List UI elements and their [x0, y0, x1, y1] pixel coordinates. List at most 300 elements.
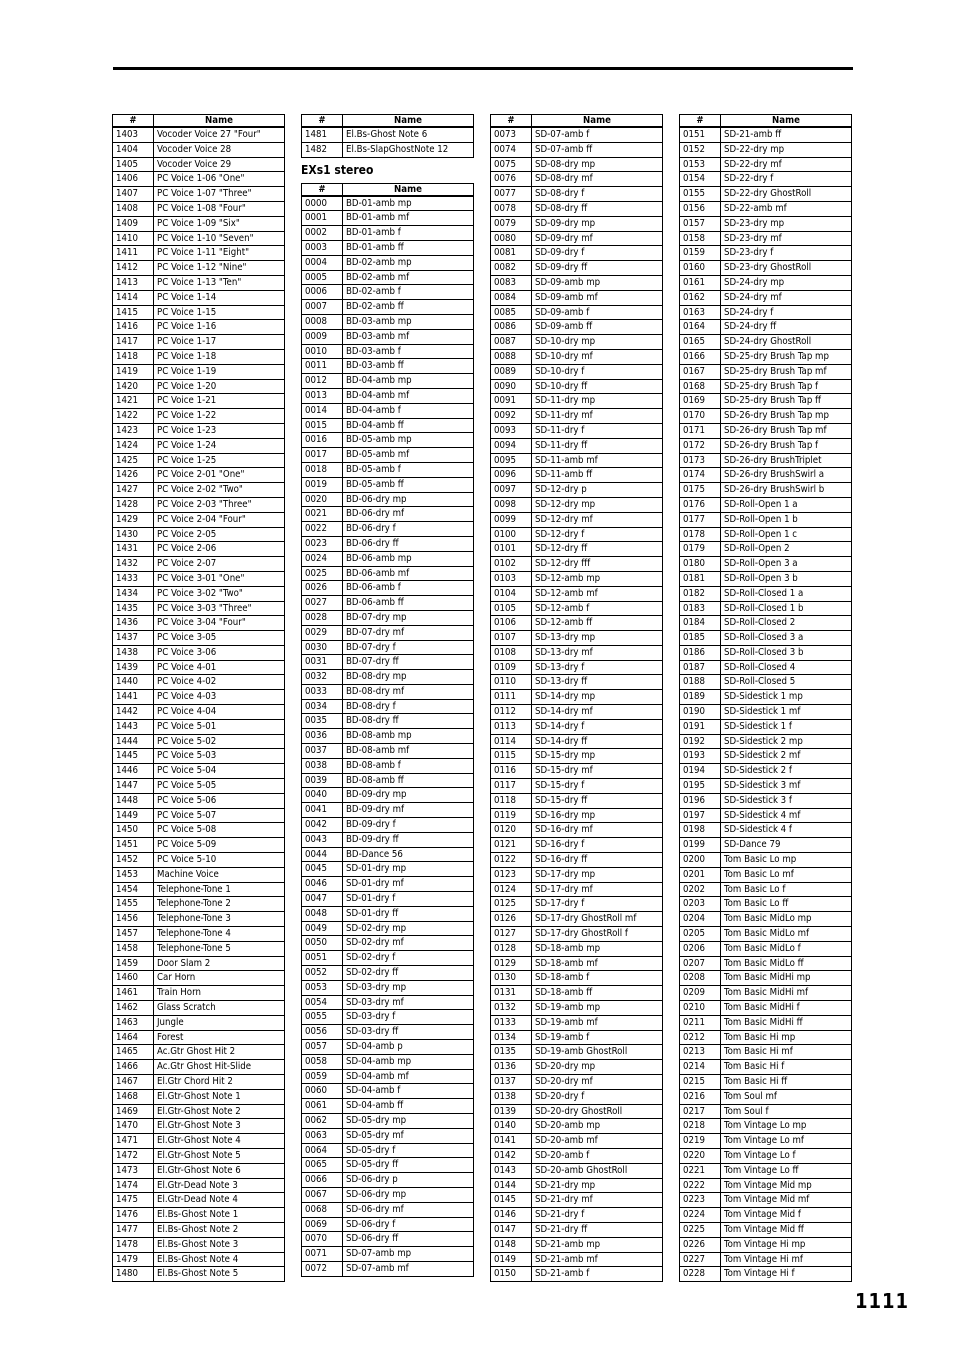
entry-name: Forest	[154, 1030, 285, 1045]
table-row	[680, 764, 852, 779]
entry-name: PC Voice 1-19	[154, 364, 285, 379]
table-row	[113, 157, 285, 172]
entry-name: SD-18-amb f	[532, 971, 663, 986]
table-row	[113, 305, 285, 320]
entry-number: 0188	[680, 675, 721, 690]
entry-name: SD-12-dry mp	[532, 497, 663, 512]
entry-name: SD-12-amb mp	[532, 571, 663, 586]
table-row	[113, 838, 285, 853]
entry-name: SD-13-dry mf	[532, 645, 663, 660]
entry-number: 0110	[491, 675, 532, 690]
entry-number: 0011	[302, 359, 343, 374]
table-row	[680, 557, 852, 572]
entry-name: SD-26-dry Brush Tap f	[721, 438, 852, 453]
entry-number: 0101	[491, 542, 532, 557]
entry-name: BD-Dance 56	[343, 847, 474, 862]
table-row	[302, 832, 474, 847]
entry-name: Tom Vintage Lo f	[721, 1148, 852, 1163]
entry-number: 1477	[113, 1222, 154, 1237]
table-row	[302, 1010, 474, 1025]
entry-number: 1450	[113, 823, 154, 838]
entry-number: 0054	[302, 995, 343, 1010]
entry-number: 1431	[113, 542, 154, 557]
entry-number: 0169	[680, 394, 721, 409]
table-row	[680, 660, 852, 675]
table-row	[113, 631, 285, 646]
table-row	[113, 971, 285, 986]
table-row	[113, 897, 285, 912]
table-row	[491, 601, 663, 616]
entry-name: Machine Voice	[154, 867, 285, 882]
table-row	[302, 1143, 474, 1158]
entry-name: SD-21-dry mf	[532, 1193, 663, 1208]
entry-name: SD-20-dry mp	[532, 1060, 663, 1075]
col-header-name: Name	[154, 115, 285, 128]
table-row	[491, 335, 663, 350]
entry-name: SD-18-amb mf	[532, 956, 663, 971]
entry-number: 0191	[680, 719, 721, 734]
table-row	[113, 127, 285, 142]
entry-number: 0032	[302, 670, 343, 685]
table-row	[491, 1089, 663, 1104]
table-row	[113, 601, 285, 616]
entry-number: 0079	[491, 216, 532, 231]
entry-number: 0228	[680, 1267, 721, 1282]
entry-name: SD-04-amb mp	[343, 1054, 474, 1069]
entry-name: BD-09-dry mf	[343, 803, 474, 818]
entry-name: Tom Basic MidLo f	[721, 941, 852, 956]
entry-name: SD-11-dry mp	[532, 394, 663, 409]
table-row	[491, 764, 663, 779]
table-row	[113, 1030, 285, 1045]
table-row	[302, 1187, 474, 1202]
table-row	[491, 882, 663, 897]
entry-name: BD-04-amb mf	[343, 388, 474, 403]
entry-name: SD-Roll-Open 3 a	[721, 557, 852, 572]
table-row	[302, 684, 474, 699]
entry-name: BD-02-amb mf	[343, 270, 474, 285]
entry-name: SD-24-dry mf	[721, 290, 852, 305]
table-row	[491, 483, 663, 498]
entry-number: 0031	[302, 655, 343, 670]
entry-number: 1468	[113, 1089, 154, 1104]
table-row	[113, 246, 285, 261]
table-row	[491, 912, 663, 927]
table-row	[113, 1193, 285, 1208]
entry-name: SD-01-dry mp	[343, 862, 474, 877]
entry-name: Tom Basic Lo ff	[721, 897, 852, 912]
entry-name: SD-06-dry f	[343, 1217, 474, 1232]
entry-name: Tom Basic Lo mp	[721, 853, 852, 868]
entry-name: SD-19-amb f	[532, 1030, 663, 1045]
table-row	[680, 956, 852, 971]
entry-name: PC Voice 2-04 "Four"	[154, 512, 285, 527]
entry-number: 0105	[491, 601, 532, 616]
table-row	[680, 290, 852, 305]
entry-number: 1434	[113, 586, 154, 601]
entry-number: 0096	[491, 468, 532, 483]
entry-number: 0017	[302, 448, 343, 463]
table-row	[302, 1202, 474, 1217]
entry-number: 1470	[113, 1119, 154, 1134]
entry-name: Ac.Gtr Ghost Hit-Slide	[154, 1060, 285, 1075]
table-row	[302, 403, 474, 418]
table-row	[302, 921, 474, 936]
entry-name: SD-24-dry ff	[721, 320, 852, 335]
table-row	[302, 285, 474, 300]
table-row	[113, 956, 285, 971]
col-header-name: Name	[532, 115, 663, 128]
entry-name: Tom Basic MidHi mp	[721, 971, 852, 986]
entry-name: BD-08-dry f	[343, 699, 474, 714]
entry-name: SD-Roll-Open 1 c	[721, 527, 852, 542]
entry-name: SD-Roll-Open 2	[721, 542, 852, 557]
entry-name: SD-24-dry GhostRoll	[721, 335, 852, 350]
entry-number: 1480	[113, 1267, 154, 1282]
table-row	[491, 956, 663, 971]
entry-number: 1461	[113, 986, 154, 1001]
entry-number: 1469	[113, 1104, 154, 1119]
entry-number: 0102	[491, 557, 532, 572]
table-row	[302, 142, 474, 157]
col-header-num: #	[680, 115, 721, 128]
entry-number: 0146	[491, 1208, 532, 1223]
table-row	[302, 655, 474, 670]
entry-number: 0222	[680, 1178, 721, 1193]
table-row	[113, 764, 285, 779]
entry-name: BD-08-amb f	[343, 758, 474, 773]
entry-number: 1454	[113, 882, 154, 897]
table-row	[113, 941, 285, 956]
entry-number: 1447	[113, 779, 154, 794]
entry-name: PC Voice 1-20	[154, 379, 285, 394]
table-row	[680, 631, 852, 646]
entry-number: 1481	[302, 127, 343, 142]
entry-name: PC Voice 1-12 "Nine"	[154, 261, 285, 276]
entry-name: SD-02-dry ff	[343, 966, 474, 981]
entry-number: 0121	[491, 838, 532, 853]
entry-name: Tom Basic Lo f	[721, 882, 852, 897]
table-row	[680, 1104, 852, 1119]
table-row	[680, 201, 852, 216]
entry-name: SD-25-dry Brush Tap mp	[721, 349, 852, 364]
entry-name: SD-09-amb f	[532, 305, 663, 320]
table-row	[680, 897, 852, 912]
entry-number: 0183	[680, 601, 721, 616]
table-row	[113, 335, 285, 350]
entry-number: 0050	[302, 936, 343, 951]
entry-name: PC Voice 3-05	[154, 631, 285, 646]
entry-number: 0107	[491, 631, 532, 646]
table-row	[113, 734, 285, 749]
entry-number: 1406	[113, 172, 154, 187]
entry-name: SD-12-dry p	[532, 483, 663, 498]
entry-number: 0044	[302, 847, 343, 862]
table-row	[302, 1158, 474, 1173]
entry-name: SD-09-amb ff	[532, 320, 663, 335]
entry-number: 0052	[302, 966, 343, 981]
table-row	[491, 187, 663, 202]
entry-number: 0212	[680, 1030, 721, 1045]
entry-name: SD-03-dry mf	[343, 995, 474, 1010]
entry-number: 0041	[302, 803, 343, 818]
col-header-num: #	[302, 115, 343, 128]
entry-name: SD-21-dry ff	[532, 1222, 663, 1237]
entry-name: SD-08-dry mp	[532, 157, 663, 172]
table-row	[680, 364, 852, 379]
table-row	[113, 542, 285, 557]
entry-number: 1422	[113, 409, 154, 424]
table-row	[302, 847, 474, 862]
entry-name: BD-04-amb ff	[343, 418, 474, 433]
table-row	[302, 329, 474, 344]
table-row	[302, 936, 474, 951]
table-row	[491, 261, 663, 276]
table-row	[680, 231, 852, 246]
entry-number: 0103	[491, 571, 532, 586]
table-row	[491, 808, 663, 823]
entry-name: SD-06-dry p	[343, 1173, 474, 1188]
entry-name: SD-10-dry mp	[532, 335, 663, 350]
entry-number: 0215	[680, 1075, 721, 1090]
entry-number: 1460	[113, 971, 154, 986]
entry-name: BD-09-dry f	[343, 818, 474, 833]
entry-number: 1449	[113, 808, 154, 823]
entry-name: Car Horn	[154, 971, 285, 986]
entry-number: 0211	[680, 1015, 721, 1030]
table-row	[680, 1237, 852, 1252]
table-row	[491, 127, 663, 142]
table-row	[491, 438, 663, 453]
entry-name: SD-02-dry f	[343, 951, 474, 966]
table-row	[113, 557, 285, 572]
table-row	[491, 660, 663, 675]
entry-number: 0159	[680, 246, 721, 261]
entry-number: 0143	[491, 1163, 532, 1178]
entry-number: 0173	[680, 453, 721, 468]
entry-number: 0073	[491, 127, 532, 142]
entry-name: SD-Sidestick 1 mf	[721, 705, 852, 720]
entry-number: 0180	[680, 557, 721, 572]
entry-name: SD-20-amb mp	[532, 1119, 663, 1134]
entry-number: 0189	[680, 690, 721, 705]
entry-number: 1436	[113, 616, 154, 631]
entry-number: 0122	[491, 853, 532, 868]
table-row	[302, 196, 474, 211]
entry-number: 0021	[302, 507, 343, 522]
entry-number: 1427	[113, 483, 154, 498]
table-row	[491, 1045, 663, 1060]
entry-name: SD-26-dry Brush Tap mp	[721, 409, 852, 424]
table-row	[302, 270, 474, 285]
entry-name: El.Gtr-Ghost Note 3	[154, 1119, 285, 1134]
entry-name: SD-20-amb f	[532, 1148, 663, 1163]
entry-name: PC Voice 1-24	[154, 438, 285, 453]
entry-name: SD-20-amb GhostRoll	[532, 1163, 663, 1178]
entry-name: BD-05-amb mf	[343, 448, 474, 463]
table-row	[302, 670, 474, 685]
entry-number: 0109	[491, 660, 532, 675]
entry-name: SD-Sidestick 4 f	[721, 823, 852, 838]
entry-number: 0123	[491, 867, 532, 882]
column-1	[112, 114, 285, 1282]
entry-name: SD-17-dry mf	[532, 882, 663, 897]
entry-number: 0185	[680, 631, 721, 646]
entry-name: Tom Basic MidHi mf	[721, 986, 852, 1001]
table-row	[302, 788, 474, 803]
entry-number: 0081	[491, 246, 532, 261]
entry-name: SD-12-dry ff	[532, 542, 663, 557]
entry-name: SD-06-dry mf	[343, 1202, 474, 1217]
table-row	[680, 1089, 852, 1104]
table-row	[302, 1173, 474, 1188]
col-header-num: #	[113, 115, 154, 128]
entry-number: 0008	[302, 314, 343, 329]
entry-name: SD-21-amb mp	[532, 1237, 663, 1252]
table-row	[680, 690, 852, 705]
entry-name: BD-07-dry mf	[343, 625, 474, 640]
table-row	[302, 1025, 474, 1040]
entry-name: SD-20-dry GhostRoll	[532, 1104, 663, 1119]
entry-name: Tom Vintage Lo ff	[721, 1163, 852, 1178]
table-row	[680, 453, 852, 468]
entry-number: 0080	[491, 231, 532, 246]
entry-name: BD-04-amb f	[343, 403, 474, 418]
entry-number: 0087	[491, 335, 532, 350]
table-row	[680, 586, 852, 601]
table-row	[680, 867, 852, 882]
entry-number: 0163	[680, 305, 721, 320]
table-row	[113, 808, 285, 823]
table-row	[680, 1030, 852, 1045]
entry-name: BD-05-amb f	[343, 462, 474, 477]
entry-number: 1441	[113, 690, 154, 705]
table-row	[113, 586, 285, 601]
entry-name: SD-24-dry mp	[721, 275, 852, 290]
entry-name: BD-08-amb mp	[343, 729, 474, 744]
table-row	[113, 409, 285, 424]
table-row	[680, 1075, 852, 1090]
entry-number: 0046	[302, 877, 343, 892]
entry-name: SD-17-dry GhostRoll f	[532, 927, 663, 942]
table-row	[491, 793, 663, 808]
entry-name: SD-26-dry BrushSwirl b	[721, 483, 852, 498]
table-row	[113, 438, 285, 453]
entry-name: Telephone-Tone 5	[154, 941, 285, 956]
entry-number: 1446	[113, 764, 154, 779]
entry-number: 0115	[491, 749, 532, 764]
entry-name: SD-14-dry ff	[532, 734, 663, 749]
entry-name: Telephone-Tone 3	[154, 912, 285, 927]
entry-name: Tom Vintage Mid ff	[721, 1222, 852, 1237]
entry-name: Tom Soul f	[721, 1104, 852, 1119]
table-row	[113, 1237, 285, 1252]
table-row	[302, 892, 474, 907]
entry-number: 1467	[113, 1075, 154, 1090]
entry-name: BD-06-dry ff	[343, 536, 474, 551]
entry-name: PC Voice 4-02	[154, 675, 285, 690]
table-row	[491, 275, 663, 290]
entry-name: PC Voice 5-10	[154, 853, 285, 868]
table-row	[491, 1267, 663, 1282]
table-row	[491, 823, 663, 838]
entry-name: BD-05-amb mp	[343, 433, 474, 448]
entry-number: 1430	[113, 527, 154, 542]
table-row	[680, 808, 852, 823]
entry-name: SD-26-dry BrushSwirl a	[721, 468, 852, 483]
entry-name: El.Bs-Ghost Note 3	[154, 1237, 285, 1252]
table-row	[491, 719, 663, 734]
entry-number: 1442	[113, 705, 154, 720]
table-row	[302, 951, 474, 966]
entry-number: 0064	[302, 1143, 343, 1158]
entry-number: 0112	[491, 705, 532, 720]
entry-name: BD-09-dry mp	[343, 788, 474, 803]
entry-name: SD-01-dry f	[343, 892, 474, 907]
entry-number: 0209	[680, 986, 721, 1001]
table-row	[680, 645, 852, 660]
table-row	[113, 1075, 285, 1090]
entry-name: SD-15-dry mf	[532, 764, 663, 779]
table-row	[302, 1114, 474, 1129]
entry-number: 0153	[680, 157, 721, 172]
entry-number: 0161	[680, 275, 721, 290]
entry-number: 0217	[680, 1104, 721, 1119]
entry-name: PC Voice 1-18	[154, 349, 285, 364]
entry-number: 0065	[302, 1158, 343, 1173]
entry-name: SD-05-dry mf	[343, 1128, 474, 1143]
table-row	[680, 1193, 852, 1208]
entry-number: 1439	[113, 660, 154, 675]
entry-number: 0028	[302, 610, 343, 625]
entry-name: SD-12-dry mf	[532, 512, 663, 527]
table-row	[680, 927, 852, 942]
entry-name: SD-Sidestick 4 mf	[721, 808, 852, 823]
table-row	[113, 616, 285, 631]
entry-name: SD-04-amb p	[343, 1040, 474, 1055]
entry-name: BD-06-dry mp	[343, 492, 474, 507]
entry-number: 1433	[113, 571, 154, 586]
entry-number: 0035	[302, 714, 343, 729]
table-row	[113, 201, 285, 216]
entry-number: 0141	[491, 1134, 532, 1149]
entry-number: 0157	[680, 216, 721, 231]
entry-number: 0097	[491, 483, 532, 498]
entry-number: 0194	[680, 764, 721, 779]
table-row	[302, 640, 474, 655]
entry-number: 1410	[113, 231, 154, 246]
entry-number: 0030	[302, 640, 343, 655]
entry-number: 1462	[113, 1001, 154, 1016]
table-row	[302, 744, 474, 759]
entry-number: 0014	[302, 403, 343, 418]
entry-name: SD-16-dry mp	[532, 808, 663, 823]
entry-number: 1411	[113, 246, 154, 261]
table-row	[680, 793, 852, 808]
table-row	[302, 536, 474, 551]
table-row	[491, 586, 663, 601]
entry-number: 1420	[113, 379, 154, 394]
entry-number: 0177	[680, 512, 721, 527]
entry-name: PC Voice 1-08 "Four"	[154, 201, 285, 216]
entry-name: SD-Roll-Closed 5	[721, 675, 852, 690]
table-row	[491, 1178, 663, 1193]
entry-number: 0042	[302, 818, 343, 833]
entry-number: 0057	[302, 1040, 343, 1055]
entry-name: SD-08-dry f	[532, 187, 663, 202]
column-3	[490, 114, 663, 1282]
entry-name: SD-Roll-Open 3 b	[721, 571, 852, 586]
